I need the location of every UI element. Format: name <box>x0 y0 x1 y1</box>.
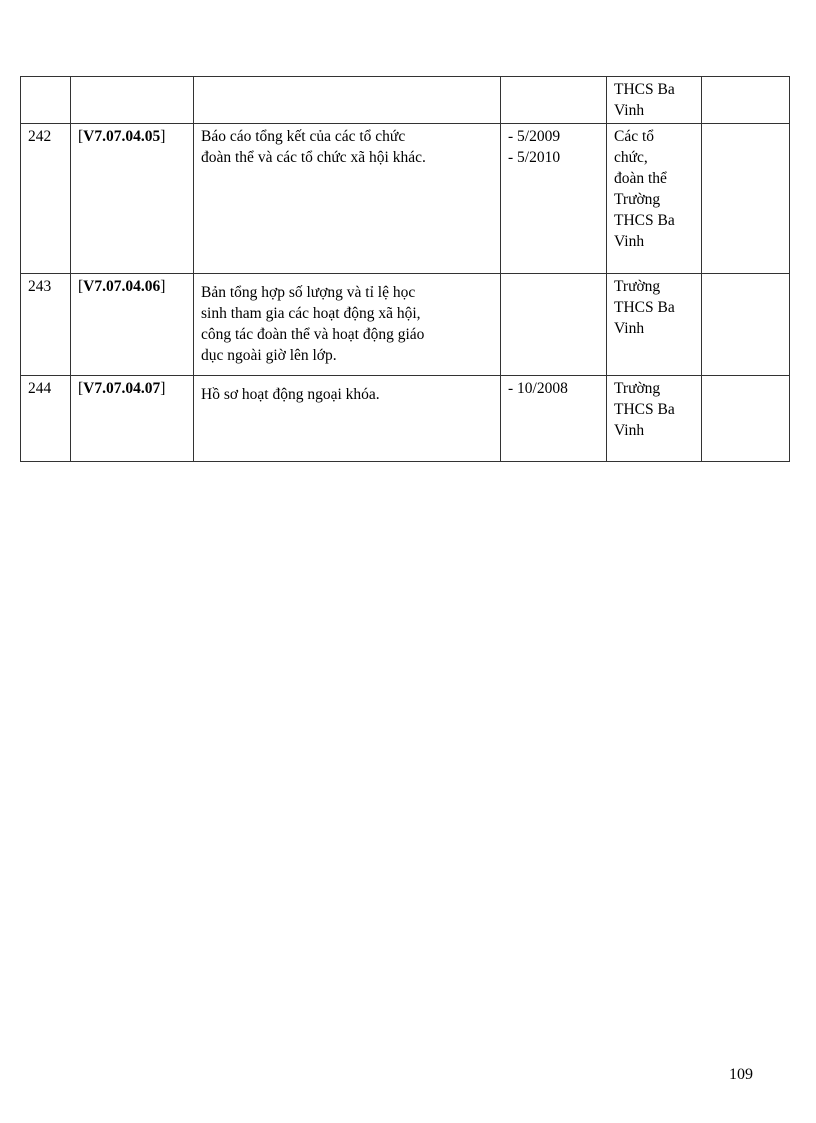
record-dates <box>501 274 607 376</box>
row-number <box>21 77 71 124</box>
page-number: 109 <box>729 1066 753 1083</box>
row-number: 242 <box>21 124 71 274</box>
table-row <box>21 274 790 376</box>
record-note <box>702 77 790 124</box>
record-description: Hồ sơ hoạt động ngoại khóa. <box>194 376 501 462</box>
record-code: [V7.07.04.06] <box>71 274 194 376</box>
records-table <box>20 76 790 462</box>
record-note <box>702 376 790 462</box>
record-dates: - 5/2009 - 5/2010 <box>501 124 607 274</box>
record-organization: Các tổ chức, đoàn thể Trường THCS Ba Vinh <box>607 124 702 274</box>
record-description: Bản tổng hợp số lượng và tỉ lệ học sinh tham gia các hoạt động xã hội, công tác đoàn thể và hoạt động giáo dục ngoài giờ lên lớp. <box>194 274 501 376</box>
record-code: [V7.07.04.05] <box>71 124 194 274</box>
record-dates <box>501 77 607 124</box>
record-organization: THCS Ba Vinh <box>607 77 702 124</box>
table-row <box>21 77 790 124</box>
record-code: [V7.07.04.07] <box>71 376 194 462</box>
record-description: Báo cáo tổng kết của các tổ chức đoàn thể và các tổ chức xã hội khác. <box>194 124 501 274</box>
record-code <box>71 77 194 124</box>
record-organization: Trường THCS Ba Vinh <box>607 376 702 462</box>
record-note <box>702 274 790 376</box>
record-organization: Trường THCS Ba Vinh <box>607 274 702 376</box>
record-note <box>702 124 790 274</box>
table-row <box>21 124 790 274</box>
row-number: 244 <box>21 376 71 462</box>
record-description <box>194 77 501 124</box>
row-number: 243 <box>21 274 71 376</box>
record-dates: - 10/2008 <box>501 376 607 462</box>
table-row <box>21 376 790 462</box>
